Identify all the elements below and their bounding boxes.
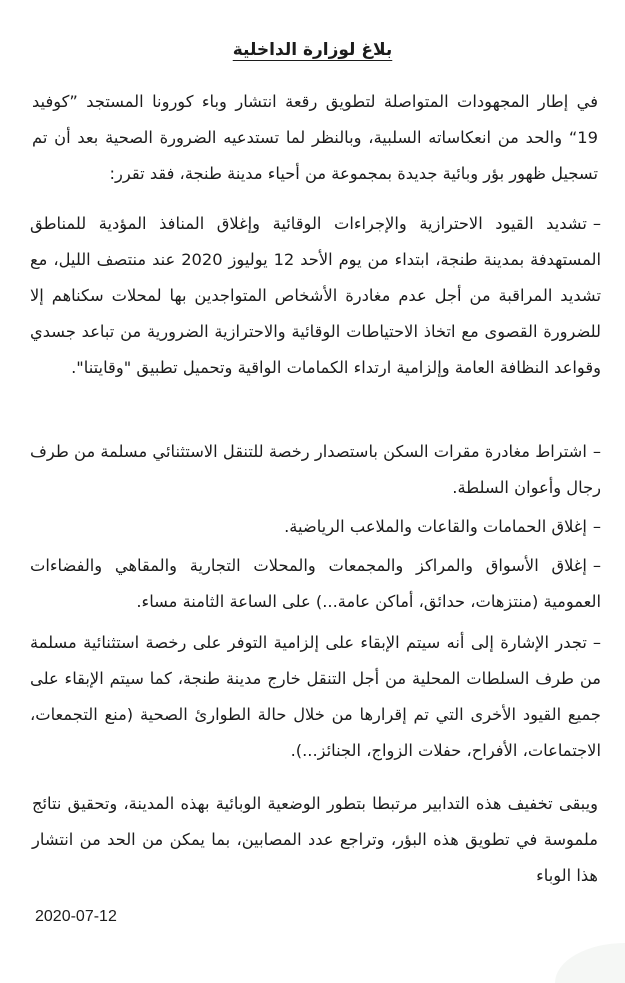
measure-item-1: [30, 206, 601, 386]
measure-text-5: تجدر الإشارة إلى أنه سيتم الإبقاء على إلزامية التوفر على رخصة استثنائية مسلمة من طرف السلطات المحلية من أجل التنقل خارج مدينة طنجة، كما سيتم الإبقاء على جميع القيود الأخرى التي تم إقرارها من خلال حالة الطوارئ الصحية (منع التجمعات، الاجتماعات، الأفراح، حفلات الزواج، الجنائز...).: [30, 633, 601, 760]
measure-text-2: اشتراط مغادرة مقرات السكن باستصدار رخصة للتنقل الاستثنائي مسلمة من طرف رجال وأعوان السلطة.: [30, 442, 601, 497]
dash-marker: –: [592, 633, 601, 652]
measure-text-3: إغلاق الحمامات والقاعات والملاعب الرياضية.: [284, 517, 587, 536]
measure-item-2: [30, 434, 601, 506]
dash-marker: –: [592, 442, 601, 461]
measure-item-text: [30, 434, 601, 506]
measure-item-text: [30, 548, 601, 620]
measure-text-4: إغلاق الأسواق والمراكز والمجمعات والمحلات التجارية والمقاهي والفضاءات العمومية (منتزهات، حدائق، أماكن عامة...) على الساعة الثامنة مساء.: [30, 556, 601, 611]
measure-item-5: [30, 625, 601, 769]
measure-item-text: [30, 206, 601, 386]
measure-text-1: تشديد القيود الاحترازية والإجراءات الوقائية وإغلاق المنافذ المؤدية للمناطق المستهدفة بمدينة طنجة، ابتداء من يوم الأحد 12 يوليوز 2020 عند منتصف الليل، مع تشديد المراقبة من أجل عدم مغادرة الأشخاص المتواجدين بها لمحلات سكناهم إلا للضرورة القصوى مع اتخاذ الاحتياطات الوقائية والاحترازية الضرورية من تباعد جسدي وقواعد النظافة العامة وإلزامية ارتداء الكمامات الواقية وتحميل تطبيق "وقايتنا".: [30, 214, 601, 377]
measure-item-4: [30, 548, 601, 620]
page-corner-shade: [555, 943, 625, 983]
closing-paragraph: ويبقى تخفيف هذه التدابير مرتبطا بتطور الوضعية الوبائية بهذه المدينة، وتحقيق نتائج ملموسة في تطويق هذه البؤر، وتراجع عدد المصابين، بما يمكن من الحد من انتشار هذا الوباء: [32, 794, 598, 885]
dash-marker: –: [592, 556, 601, 575]
communique-date: 2020-07-12: [35, 908, 117, 925]
dash-marker: –: [592, 214, 601, 233]
dash-marker: –: [592, 517, 601, 536]
measure-item-text: [30, 625, 601, 769]
intro-paragraph: في إطار المجهودات المتواصلة لتطويق رقعة انتشار وباء كورونا المستجد ”كوفيد 19“ والحد من انعكاساته السلبية، وبالنظر لما تستدعيه الضرورة الصحية بعد أن تم تسجيل ظهور بؤر وبائية جديدة بمجموعة من أحياء مدينة طنجة، فقد تقرر:: [32, 92, 598, 183]
measure-item-3: [30, 509, 601, 545]
communique-title-text: بلاغ لوزارة الداخلية: [232, 40, 393, 60]
communique-title: [0, 40, 625, 60]
measure-item-text: [30, 509, 601, 545]
